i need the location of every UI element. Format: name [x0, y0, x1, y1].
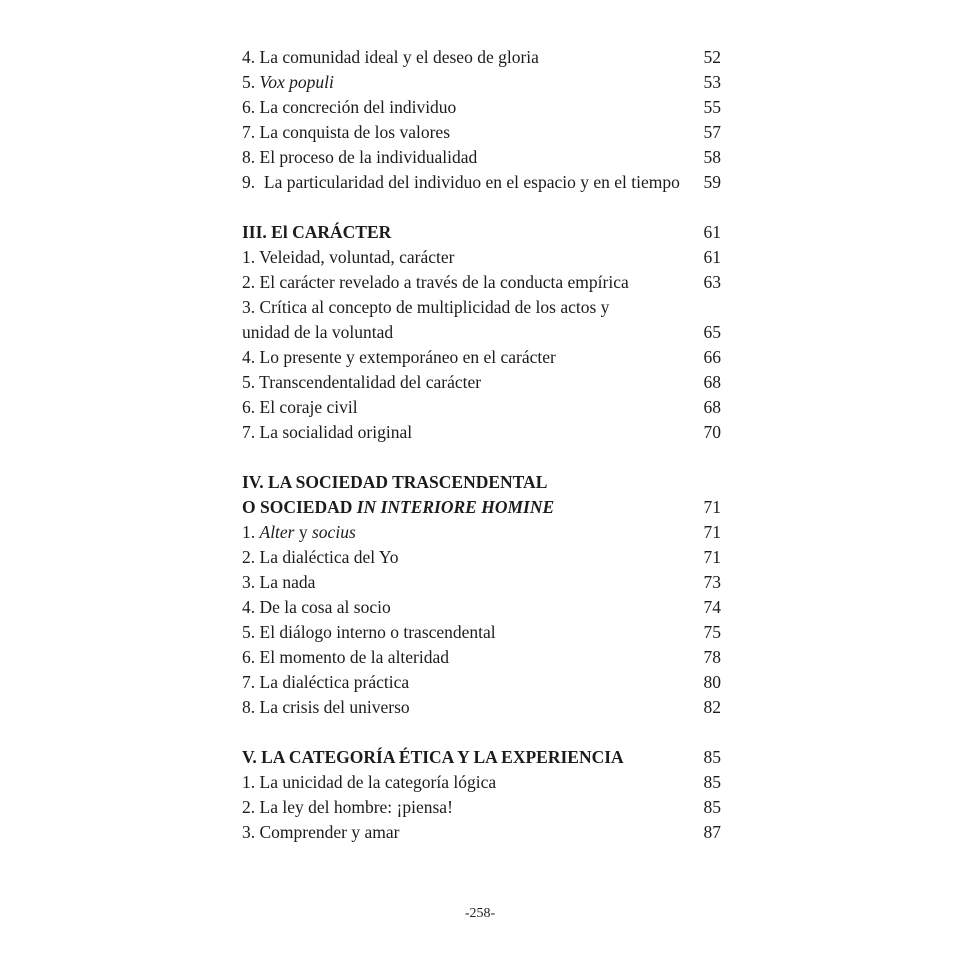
title-italic: IN INTERIORE HOMINE: [356, 497, 555, 517]
section-gap: [242, 445, 721, 470]
toc-entry-label: 1. Veleidad, voluntad, carácter: [242, 247, 455, 267]
toc-entry-label: [242, 70, 334, 95]
toc-entry-label: 1. La unicidad de la categoría lógica: [242, 772, 497, 792]
label-prefix: 1.: [242, 522, 260, 542]
chapter-title: V. LA CATEGORÍA ÉTICA Y LA EXPERIENCIA: [242, 747, 624, 767]
toc-entry-label: 4. Lo presente y extemporáneo en el carácter: [242, 347, 556, 367]
toc-entry-label: [242, 520, 356, 545]
toc-entry-label: unidad de la voluntad: [242, 322, 394, 342]
toc-entry-page: 68: [703, 372, 721, 392]
toc-entry-page: 85: [703, 797, 721, 817]
toc-chapter-heading-cont: [242, 495, 721, 520]
toc-entry-label: 7. La conquista de los valores: [242, 122, 451, 142]
toc-entry-label: 3. Crítica al concepto de multiplicidad de los actos y: [242, 297, 610, 317]
toc-entry-page: 71: [703, 547, 721, 567]
toc-entry: [242, 820, 721, 845]
label-italic-2: socius: [312, 522, 356, 542]
toc-entry-page: 52: [703, 47, 721, 67]
toc-entry: [242, 45, 721, 70]
toc-entry: [242, 695, 721, 720]
toc-entry: [242, 570, 721, 595]
toc-entry-label: 7. La socialidad original: [242, 422, 413, 442]
toc-entry-label: 3. Comprender y amar: [242, 822, 400, 842]
toc-entry-label: 5. El diálogo interno o trascendental: [242, 622, 496, 642]
toc-entry: [242, 95, 721, 120]
page-number: -258-: [464, 906, 496, 921]
toc-entry-page: 78: [703, 647, 721, 667]
table-of-contents: [242, 45, 721, 845]
toc-entry-page: 85: [703, 772, 721, 792]
toc-entry: [242, 395, 721, 420]
toc-entry-label: 2. La ley del hombre: ¡piensa!: [242, 797, 453, 817]
toc-entry-page: 66: [703, 347, 721, 367]
toc-entry-label: 6. El momento de la alteridad: [242, 647, 450, 667]
toc-entry: [242, 595, 721, 620]
toc-entry-page: 71: [703, 522, 721, 542]
toc-entry-page: 68: [703, 397, 721, 417]
toc-entry: [242, 620, 721, 645]
section-gap: [242, 195, 721, 220]
toc-entry-label: 8. El proceso de la individualidad: [242, 147, 478, 167]
toc-entry-label: 6. La concreción del individuo: [242, 97, 457, 117]
toc-entry-page: 63: [703, 272, 721, 292]
toc-entry-page: 70: [703, 422, 721, 442]
toc-entry-page: 57: [703, 122, 721, 142]
toc-entry-page: 87: [703, 822, 721, 842]
toc-entry-label: 3. La nada: [242, 572, 316, 592]
toc-entry: [242, 295, 721, 320]
toc-entry-page: 55: [703, 97, 721, 117]
toc-entry: [242, 170, 721, 195]
toc-entry: [242, 370, 721, 395]
toc-entry-label: 2. El carácter revelado a través de la conducta empírica: [242, 272, 629, 292]
toc-entry-label: 6. El coraje civil: [242, 397, 358, 417]
toc-entry-label: 8. La crisis del universo: [242, 697, 410, 717]
toc-entry-label: 9. La particularidad del individuo en el espacio y en el tiempo: [242, 172, 680, 192]
chapter-title: III. El CARÁCTER: [242, 222, 392, 242]
toc-entry: [242, 520, 721, 545]
label-prefix: 5.: [242, 72, 260, 92]
toc-entry-page: 65: [703, 322, 721, 342]
toc-entry-page: 74: [703, 597, 721, 617]
toc-entry-label: 4. La comunidad ideal y el deseo de gloria: [242, 47, 539, 67]
toc-entry-label: 5. Transcendentalidad del carácter: [242, 372, 482, 392]
toc-entry: [242, 795, 721, 820]
toc-entry-page: 59: [703, 172, 721, 192]
toc-entry: [242, 420, 721, 445]
toc-entry-page: 75: [703, 622, 721, 642]
toc-entry: [242, 120, 721, 145]
toc-entry-label: 2. La dialéctica del Yo: [242, 547, 399, 567]
toc-entry: [242, 670, 721, 695]
toc-entry-page: 80: [703, 672, 721, 692]
section-gap: [242, 720, 721, 745]
toc-entry: [242, 545, 721, 570]
label-italic: Alter: [259, 522, 295, 542]
toc-chapter-heading: [242, 745, 721, 770]
toc-entry: [242, 70, 721, 95]
label-italic: Vox populi: [259, 72, 334, 92]
toc-entry-page: 53: [703, 72, 721, 92]
chapter-page: 61: [703, 222, 721, 242]
toc-entry: [242, 270, 721, 295]
chapter-title-line1: IV. LA SOCIEDAD TRASCENDENTAL: [242, 472, 548, 492]
toc-chapter-heading: [242, 470, 721, 495]
title-prefix: O SOCIEDAD: [242, 497, 357, 517]
toc-entry: [242, 320, 721, 345]
chapter-page: 85: [703, 747, 721, 767]
toc-entry-page: 73: [703, 572, 721, 592]
toc-entry: [242, 345, 721, 370]
label-mid: y: [294, 522, 312, 542]
chapter-title-line2: [242, 495, 554, 520]
toc-entry-label: 4. De la cosa al socio: [242, 597, 391, 617]
toc-entry: [242, 145, 721, 170]
toc-entry: [242, 645, 721, 670]
toc-entry-label: 7. La dialéctica práctica: [242, 672, 410, 692]
toc-entry: [242, 770, 721, 795]
toc-entry-page: 61: [703, 247, 721, 267]
chapter-page: 71: [703, 497, 721, 517]
toc-entry-page: 58: [703, 147, 721, 167]
toc-entry: [242, 245, 721, 270]
toc-chapter-heading: [242, 220, 721, 245]
toc-entry-page: 82: [703, 697, 721, 717]
